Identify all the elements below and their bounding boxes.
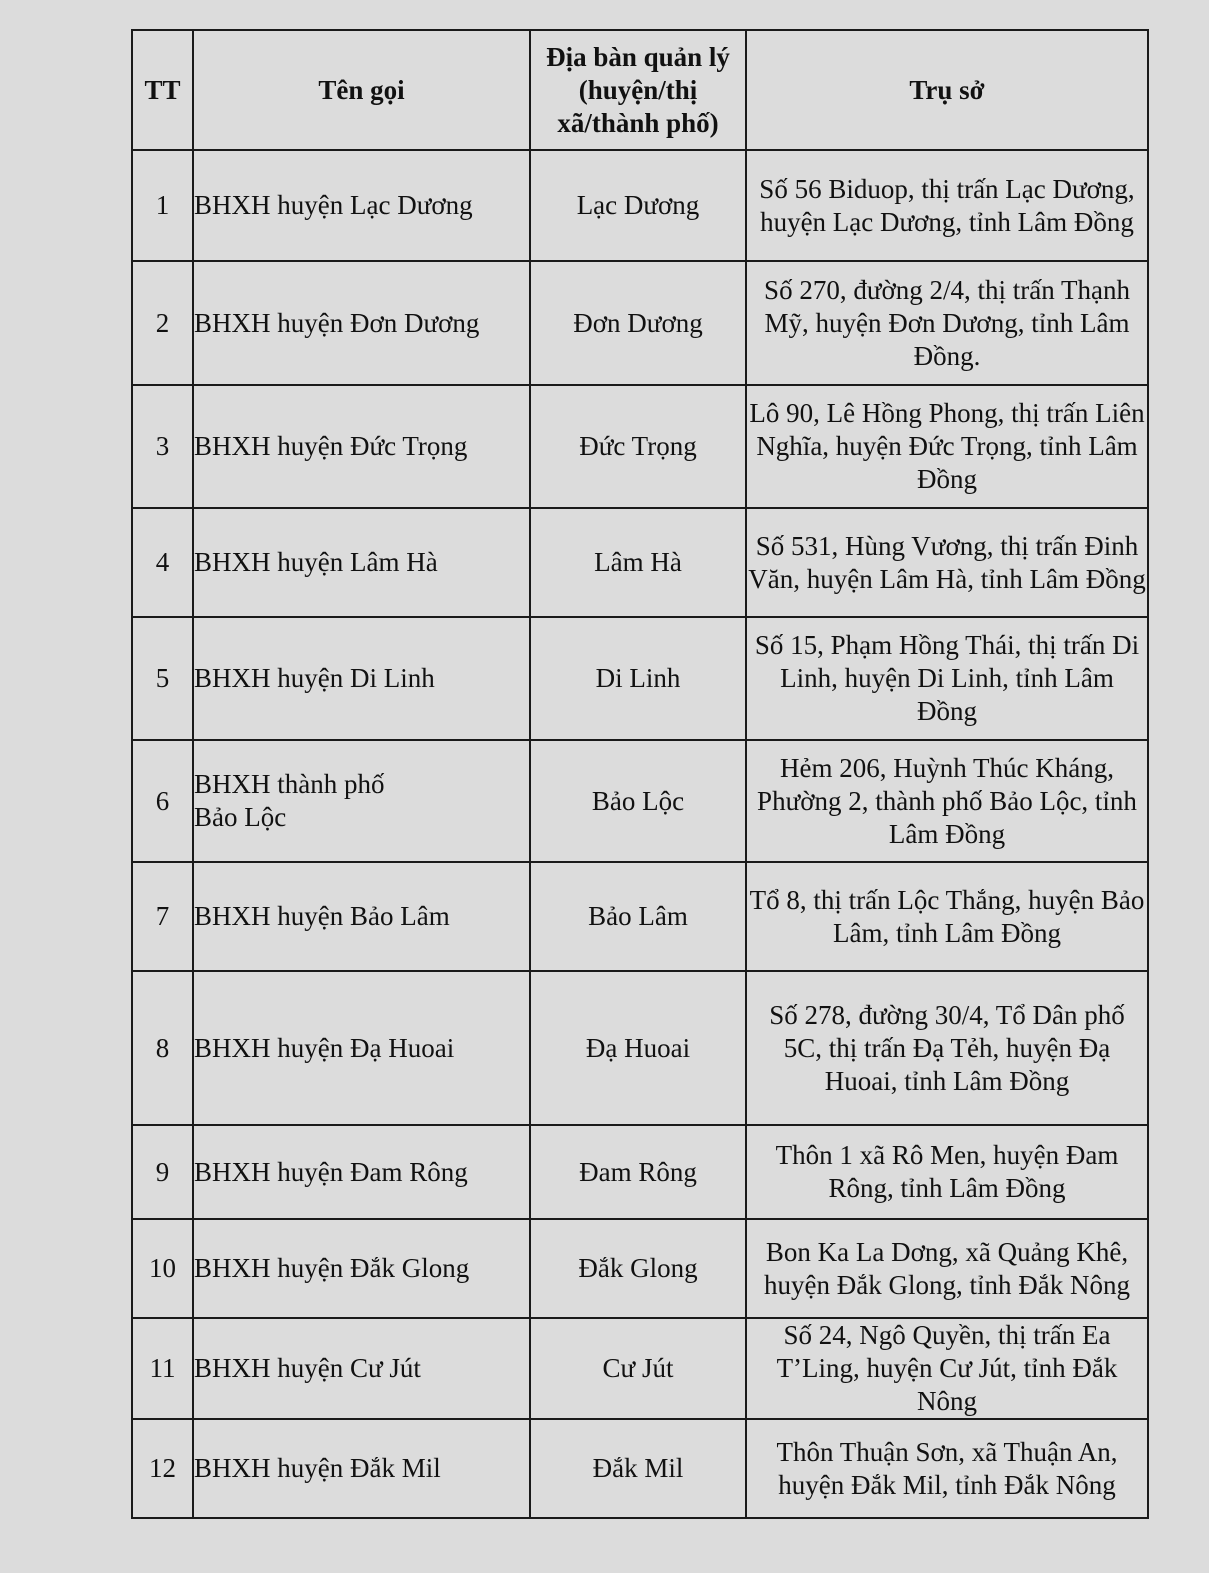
managed-area: Di Linh xyxy=(530,617,746,740)
row-number: 12 xyxy=(132,1419,193,1518)
office-address: Thôn Thuận Sơn, xã Thuận An, huyện Đắk Mil, tỉnh Đắk Nông xyxy=(746,1419,1148,1518)
office-name: BHXH thành phố Bảo Lộc xyxy=(193,740,530,862)
managed-area: Đắk Mil xyxy=(530,1419,746,1518)
row-number: 3 xyxy=(132,385,193,508)
table-row xyxy=(132,385,1148,508)
row-number: 11 xyxy=(132,1318,193,1419)
table-row xyxy=(132,150,1148,261)
office-address: Lô 90, Lê Hồng Phong, thị trấn Liên Nghĩa, huyện Đức Trọng, tỉnh Lâm Đồng xyxy=(746,385,1148,508)
table-row xyxy=(132,1125,1148,1219)
office-name: BHXH huyện Lâm Hà xyxy=(193,508,530,617)
table-row xyxy=(132,740,1148,862)
office-address: Thôn 1 xã Rô Men, huyện Đam Rông, tỉnh Lâm Đồng xyxy=(746,1125,1148,1219)
header-tt: TT xyxy=(132,30,193,150)
office-name: BHXH huyện Bảo Lâm xyxy=(193,862,530,971)
office-name: BHXH huyện Đức Trọng xyxy=(193,385,530,508)
managed-area: Bảo Lộc xyxy=(530,740,746,862)
managed-area: Cư Jút xyxy=(530,1318,746,1419)
office-name: BHXH huyện Di Linh xyxy=(193,617,530,740)
office-name: BHXH huyện Đắk Mil xyxy=(193,1419,530,1518)
office-address: Số 24, Ngô Quyền, thị trấn Ea T’Ling, huyện Cư Jút, tỉnh Đắk Nông xyxy=(746,1318,1148,1419)
managed-area: Đạ Huoai xyxy=(530,971,746,1125)
managed-area: Đam Rông xyxy=(530,1125,746,1219)
table-row xyxy=(132,1318,1148,1419)
office-address: Hẻm 206, Huỳnh Thúc Kháng, Phường 2, thành phố Bảo Lộc, tỉnh Lâm Đồng xyxy=(746,740,1148,862)
table-row xyxy=(132,1419,1148,1518)
office-address: Số 531, Hùng Vương, thị trấn Đinh Văn, huyện Lâm Hà, tỉnh Lâm Đồng xyxy=(746,508,1148,617)
row-number: 8 xyxy=(132,971,193,1125)
office-address: Số 278, đường 30/4, Tổ Dân phố 5C, thị trấn Đạ Tẻh, huyện Đạ Huoai, tỉnh Lâm Đồng xyxy=(746,971,1148,1125)
office-name: BHXH huyện Đạ Huoai xyxy=(193,971,530,1125)
row-number: 7 xyxy=(132,862,193,971)
row-number: 2 xyxy=(132,261,193,385)
row-number: 4 xyxy=(132,508,193,617)
managed-area: Bảo Lâm xyxy=(530,862,746,971)
office-address: Số 270, đường 2/4, thị trấn Thạnh Mỹ, huyện Đơn Dương, tỉnh Lâm Đồng. xyxy=(746,261,1148,385)
managed-area: Đắk Glong xyxy=(530,1219,746,1318)
table-row xyxy=(132,971,1148,1125)
table-row xyxy=(132,1219,1148,1318)
row-number: 9 xyxy=(132,1125,193,1219)
table-row xyxy=(132,617,1148,740)
office-name: BHXH huyện Đam Rông xyxy=(193,1125,530,1219)
office-address: Số 56 Biduop, thị trấn Lạc Dương, huyện Lạc Dương, tỉnh Lâm Đồng xyxy=(746,150,1148,261)
row-number: 5 xyxy=(132,617,193,740)
managed-area: Đơn Dương xyxy=(530,261,746,385)
header-name: Tên gọi xyxy=(193,30,530,150)
managed-area: Lạc Dương xyxy=(530,150,746,261)
office-address: Bon Ka La Dơng, xã Quảng Khê, huyện Đắk Glong, tỉnh Đắk Nông xyxy=(746,1219,1148,1318)
header-area: Địa bàn quản lý (huyện/thị xã/thành phố) xyxy=(530,30,746,150)
row-number: 6 xyxy=(132,740,193,862)
office-table xyxy=(131,29,1149,1519)
office-address: Tổ 8, thị trấn Lộc Thắng, huyện Bảo Lâm, tỉnh Lâm Đồng xyxy=(746,862,1148,971)
office-name: BHXH huyện Lạc Dương xyxy=(193,150,530,261)
table-row xyxy=(132,508,1148,617)
managed-area: Lâm Hà xyxy=(530,508,746,617)
table-row xyxy=(132,862,1148,971)
office-address: Số 15, Phạm Hồng Thái, thị trấn Di Linh, huyện Di Linh, tỉnh Lâm Đồng xyxy=(746,617,1148,740)
header-row xyxy=(132,30,1148,150)
office-name: BHXH huyện Cư Jút xyxy=(193,1318,530,1419)
office-name: BHXH huyện Đơn Dương xyxy=(193,261,530,385)
row-number: 1 xyxy=(132,150,193,261)
office-name: BHXH huyện Đắk Glong xyxy=(193,1219,530,1318)
header-address: Trụ sở xyxy=(746,30,1148,150)
managed-area: Đức Trọng xyxy=(530,385,746,508)
table-row xyxy=(132,261,1148,385)
row-number: 10 xyxy=(132,1219,193,1318)
